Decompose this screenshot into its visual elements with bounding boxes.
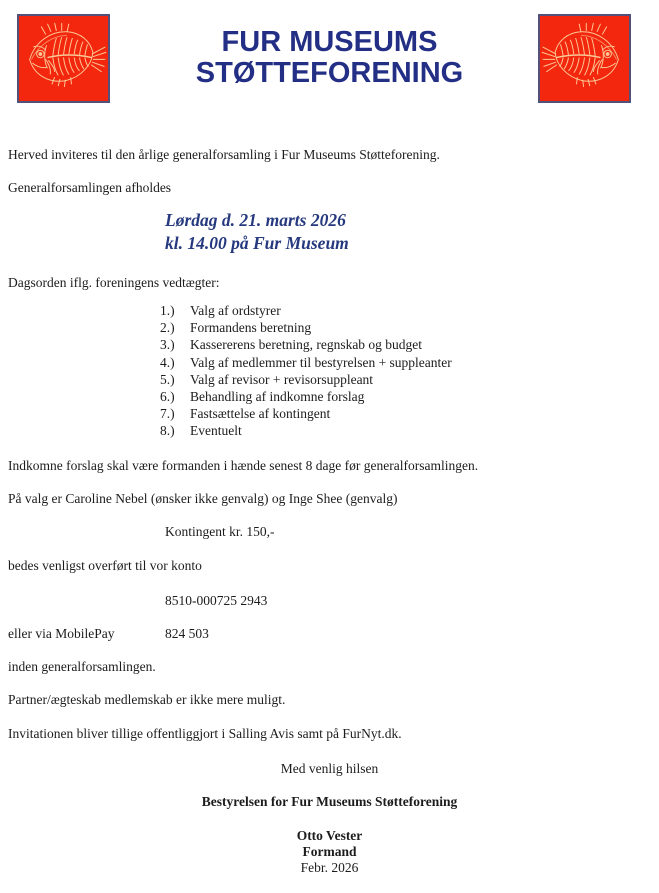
agenda-item-text: Valg af revisor + revisorsuppleant [190, 371, 374, 387]
agenda-list [160, 302, 452, 440]
mobilepay-number: 824 503 [165, 626, 209, 641]
agenda-item-number: 8.) [160, 423, 175, 439]
paragraph-forslag: Indkomne forslag skal være formanden i hænde senest 8 dage før generalforsamlingen. [8, 458, 479, 473]
paragraph-invitation: Invitationen bliver tillige offentliggjort i Salling Avis samt på FurNyt.dk. [8, 726, 402, 741]
agenda-item-number: 1.) [160, 303, 175, 318]
agenda-item [160, 388, 452, 405]
agenda-item-text: Valg af medlemmer til bestyrelsen + suppleanter [190, 354, 452, 370]
agenda-item-text: Valg af ordstyrer [190, 303, 281, 318]
mobilepay-label: eller via MobilePay [8, 626, 115, 641]
paragraph-invite: Herved inviteres til den årlige generalforsamling i Fur Museums Støtteforening. [8, 147, 440, 162]
paragraph-pavalg: På valg er Caroline Nebel (ønsker ikke genvalg) og Inge Shee (genvalg) [8, 491, 398, 506]
agenda-item [160, 422, 452, 439]
paragraph-inden: inden generalforsamlingen. [8, 659, 156, 674]
paragraph-afholdes: Generalforsamlingen afholdes [8, 180, 172, 195]
agenda-item-text: Kassererens beretning, regnskab og budget [190, 337, 423, 353]
fish-logo-right [538, 14, 631, 103]
mobilepay-line [0, 625, 659, 642]
agenda-item [160, 336, 452, 353]
fish-skeleton-icon [19, 16, 108, 101]
title-line-1: FUR MUSEUMS [221, 26, 438, 58]
signature-date: Febr. 2026 [300, 860, 359, 875]
agenda-item-text: Formandens beretning [190, 320, 312, 336]
agenda-item-text: Fastsættelse af kontingent [190, 406, 331, 422]
signature-name: Otto Vester [296, 828, 363, 843]
agenda-item-number: 4.) [160, 354, 175, 370]
agenda-item [160, 354, 452, 371]
paragraph-overfort: bedes venligst overført til vor konto [8, 558, 202, 573]
agenda-item [160, 319, 452, 336]
agenda-item-number: 7.) [160, 406, 175, 422]
paragraph-partner: Partner/ægteskab medlemskab er ikke mere muligt. [8, 692, 286, 707]
agenda-item-number: 6.) [160, 389, 175, 405]
paragraph-kontingent: Kontingent kr. 150,- [165, 524, 275, 539]
fish-skeleton-icon [540, 16, 629, 101]
agenda-item [160, 371, 452, 388]
signature-greeting: Med venlig hilsen [280, 761, 379, 776]
agenda-item-text: Behandling af indkomne forslag [190, 389, 365, 405]
agenda-item-text: Eventuelt [190, 423, 242, 439]
agenda-item-number: 3.) [160, 337, 175, 353]
agenda-item-number: 2.) [160, 320, 175, 336]
page-title [110, 27, 549, 89]
fish-logo-left [17, 14, 110, 103]
meeting-time-place-line: kl. 14.00 på Fur Museum [165, 233, 349, 253]
agenda-item [160, 405, 452, 422]
signature-board: Bestyrelsen for Fur Museums Støtteforening [201, 794, 458, 809]
agenda-item [160, 302, 452, 319]
meeting-date-block [165, 209, 349, 255]
agenda-item-number: 5.) [160, 371, 175, 387]
signature-role: Formand [302, 844, 357, 859]
account-number: 8510-000725 2943 [165, 593, 268, 608]
title-line-2: STØTTEFORENING [195, 57, 464, 89]
paragraph-dagsorden: Dagsorden iflg. foreningens vedtægter: [8, 275, 220, 290]
meeting-date-line: Lørdag d. 21. marts 2026 [165, 210, 346, 230]
